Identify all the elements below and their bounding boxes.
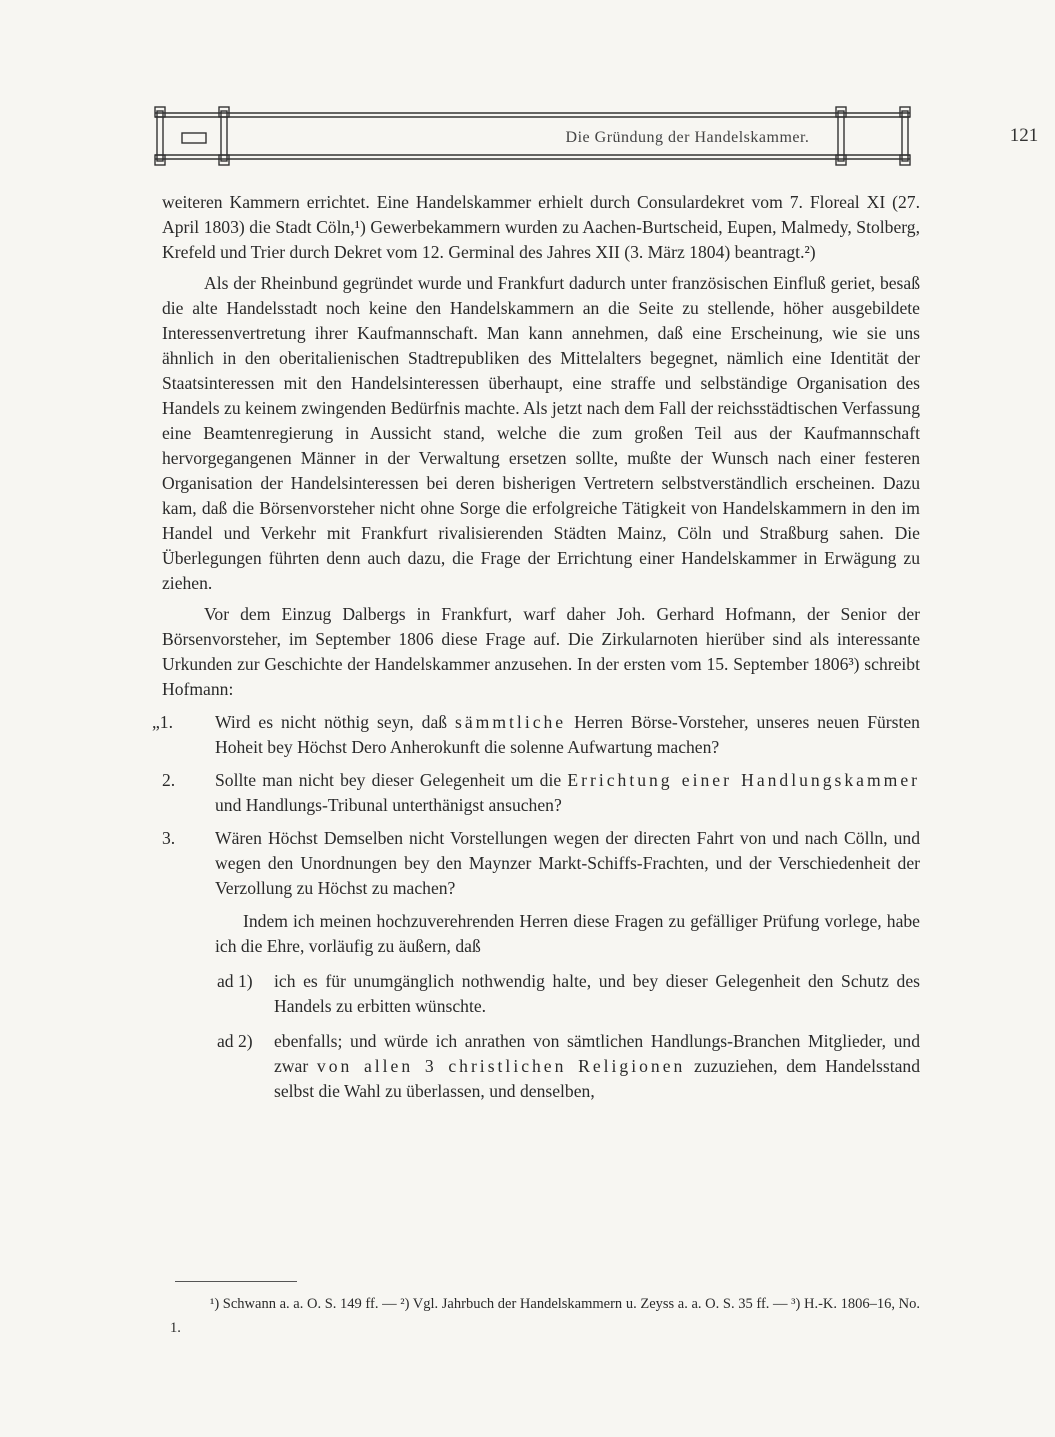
- footnotes: [170, 1292, 920, 1340]
- footnote-text: ¹) Schwann a. a. O. S. 149 ff. — ²) Vgl. Jahrbuch der Handelskammern u. Zeyss a. a. O. S. 35 ff. — ³) H.-K. 1806–16, No. 1.: [170, 1296, 920, 1336]
- emphasis-text: Errichtung einer Handlungskammer: [567, 770, 920, 790]
- list-number: 3.: [162, 828, 176, 848]
- running-title: Die Gründung der Handelskammer.: [565, 129, 810, 146]
- list-item-1: „1. Wird es nicht nöthig seyn, daß sämmtliche Herren Börse-Vorsteher, unseres neuen Fürsten Hoheit bey Höchst Dero Anherokunft die solenne Aufwartung machen?: [152, 712, 920, 757]
- paragraph-4: Indem ich meinen hochzuverehrenden Herren diese Fragen zu gefälliger Prüfung vorlege, habe ich die Ehre, vorläufig zu äußern, daß: [215, 911, 920, 956]
- ad-number: ad 2): [217, 1031, 253, 1051]
- paragraph-2: Als der Rheinbund gegründet wurde und Frankfurt dadurch unter französischen Einfluß geriet, besaß die alte Handelsstadt noch keine den Handelskammern an die Seite zu stellende, höher ausgebildete Interessenvertretung ihrer Kaufmannschaft. Man kann annehmen, daß eine Erscheinung, wie sie uns ähnlich in den oberitalienischen Stadtrepubliken des Mittelalters begegnet, nämlich eine Identität der Staatsinteressen mit den Handelsinteressen überhaupt, eine straffe und selbständige Organisation des Handels zu keinem zwingenden Bedürfnis machte. Als jetzt nach dem Fall der reichsstädtischen Verfassung eine Beamtenregierung in Aussicht stand, welche die zum großen Teil aus der Kaufmannschaft hervorgegangenen Männer in der Verwaltung ersetzen sollte, mußte der Wunsch nach einer festeren Organisation der Handelsinteressen bei deren bisherigen Vertretern selbstverständlich erscheinen. Dazu kam, daß die Börsenvorsteher nicht ohne Sorge die erfolgreiche Tätigkeit von Handelskammern in den im Handel und Verkehr mit Frankfurt rivalisierenden Städten Mainz, Cöln und Straßburg sahen. Die Überlegungen führten denn auch dazu, die Frage der Errichtung einer Handelskammer in Erwägung zu ziehen.: [162, 273, 920, 593]
- paragraph-1: weiteren Kammern errichtet. Eine Handelskammer erhielt durch Consulardekret vom 7. Floreal XI (27. April 1803) die Stadt Cöln,¹) Gewerbekammern wurden zu Aachen-Burtscheid, Eupen, Malmedy, Stolberg, Krefeld und Trier durch Dekret vom 12. Germinal des Jahres XII (3. März 1804) beantragt.²): [162, 192, 920, 262]
- list-number: 2.: [162, 770, 176, 790]
- list-number: „1.: [152, 712, 174, 732]
- footnote-rule: [175, 1281, 297, 1282]
- ad-number: ad 1): [217, 971, 253, 991]
- body-text: [152, 190, 920, 1104]
- page-number: 121: [1009, 125, 1039, 146]
- ad-item-1: ad 1) ich es für unumgänglich nothwendig halte, und bey dieser Gelegenheit den Schutz des Handels zu erbitten wünschte.: [217, 971, 920, 1016]
- paragraph-3: Vor dem Einzug Dalbergs in Frankfurt, warf daher Joh. Gerhard Hofmann, der Senior der Börsenvorsteher, im September 1806 diese Frage auf. Die Zirkularnoten hierüber sind als interessante Urkunden zur Geschichte der Handelskammer anzusehen. In der ersten vom 15. September 1806³) schreibt Hofmann:: [162, 604, 920, 699]
- emphasis-text: sämmtliche: [455, 712, 567, 732]
- running-header: [155, 103, 1039, 163]
- list-item-3: 3. Wären Höchst Demselben nicht Vorstellungen wegen der directen Fahrt von und nach Cölln, und wegen den Unordnungen bey den Maynzer Markt-Schiffs-Frachten, und der Verschiedenheit der Verzollung zu Höchst zu machen?: [162, 828, 920, 898]
- ad-item-2: ad 2) ebenfalls; und würde ich anrathen von sämtlichen Handlungs-Branchen Mitglieder, und zwar von allen 3 christlichen Religionen zuzuziehen, dem Handelsstand selbst die Wahl zu überlassen, und denselben,: [217, 1031, 920, 1101]
- emphasis-text: von allen 3 christlichen Religionen: [316, 1056, 686, 1076]
- list-item-2: 2. Sollte man nicht bey dieser Gelegenheit um die Errichtung einer Handlungskammer und Handlungs-Tribunal unterthänigst ansuchen?: [162, 770, 920, 815]
